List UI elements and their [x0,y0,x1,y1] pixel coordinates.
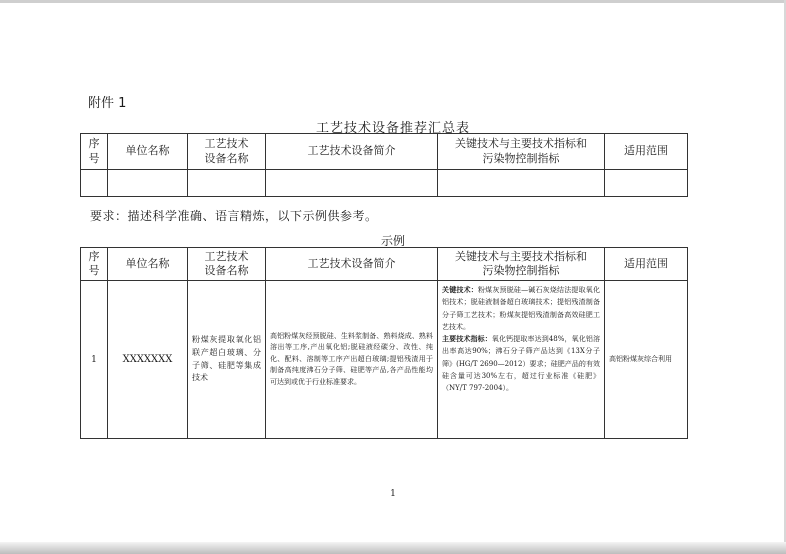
header-key-tech: 关键技术与主要技术指标和 污染物控制指标 [438,248,605,281]
header-seq: 序 号 [81,248,108,281]
header-equipment-intro: 工艺技术设备简介 [266,248,438,281]
scan-edge-bottom [0,542,786,554]
header-seq: 序 号 [81,134,108,170]
empty-row [81,170,688,197]
empty-cell [188,170,266,197]
requirement-text: 要求：描述科学准确、语言精炼，以下示例供参考。 [90,209,378,223]
cell-seq: 1 [81,281,108,439]
header-scope: 适用范围 [605,248,688,281]
summary-table [80,133,688,197]
empty-cell [108,170,188,197]
empty-cell [81,170,108,197]
empty-cell [266,170,438,197]
cell-unit-name: XXXXXXX [108,281,188,439]
example-data-row [81,281,688,439]
cell-equipment-name: 粉煤灰提取氧化铝联产超白玻璃、分子筛、硅肥等集成技术 [188,281,266,439]
header-unit-name: 单位名称 [108,134,188,170]
key-tech-label: 关键技术： [442,285,478,294]
header-equipment-name: 工艺技术 设备名称 [188,248,266,281]
header-unit-name: 单位名称 [108,248,188,281]
page-title: 工艺技术设备推荐汇总表 [315,121,470,136]
header-equipment-name: 工艺技术 设备名称 [188,134,266,170]
header-scope: 适用范围 [605,134,688,170]
cell-key-tech [438,281,605,439]
header-row [81,248,688,281]
cell-scope: 高铝粉煤灰综合利用 [605,281,688,439]
key-tech-text: 粉煤灰预脱硅—碱石灰烧结法提取氧化铝技术；脱硅液制备超白玻璃技术；提铝残渣制备分子筛工艺技术；粉煤灰提铝残渣制备高效硅肥工艺技术。 [442,286,601,331]
empty-cell [438,170,605,197]
example-table [80,247,688,439]
empty-cell [605,170,688,197]
page-number: 1 [390,489,396,499]
cell-equipment-intro: 高铝粉煤灰经预脱硅、生料浆制备、熟料烧成、熟料溶出等工序,产出氧化铝;脱硅液经碳分、改性、纯化、配料、溶制等工序产出超白玻璃;提铝残渣用于制备高纯度沸石分子筛、硅肥等产品,各产品性能均可达到或优于行业标准要求。 [266,281,438,439]
tech-index-text: 氧化钙提取率达到48%，氧化铝溶出率高达90%；沸石分子筛产品达到《13X分子筛》(HG/T 2690—2012）要求；硅肥产品的有效硅含量可达30%左右，超过行业标准《硅肥》（NY/T 797-2004）。 [442,335,601,392]
example-title: 示例 [380,234,405,248]
attachment-label: 附件 1 [88,96,127,111]
header-row [81,134,688,170]
tech-index-label: 主要技术指标： [442,334,492,343]
header-key-tech: 关键技术与主要技术指标和 污染物控制指标 [438,134,605,170]
scan-edge-top [0,0,786,3]
header-equipment-intro: 工艺技术设备简介 [266,134,438,170]
